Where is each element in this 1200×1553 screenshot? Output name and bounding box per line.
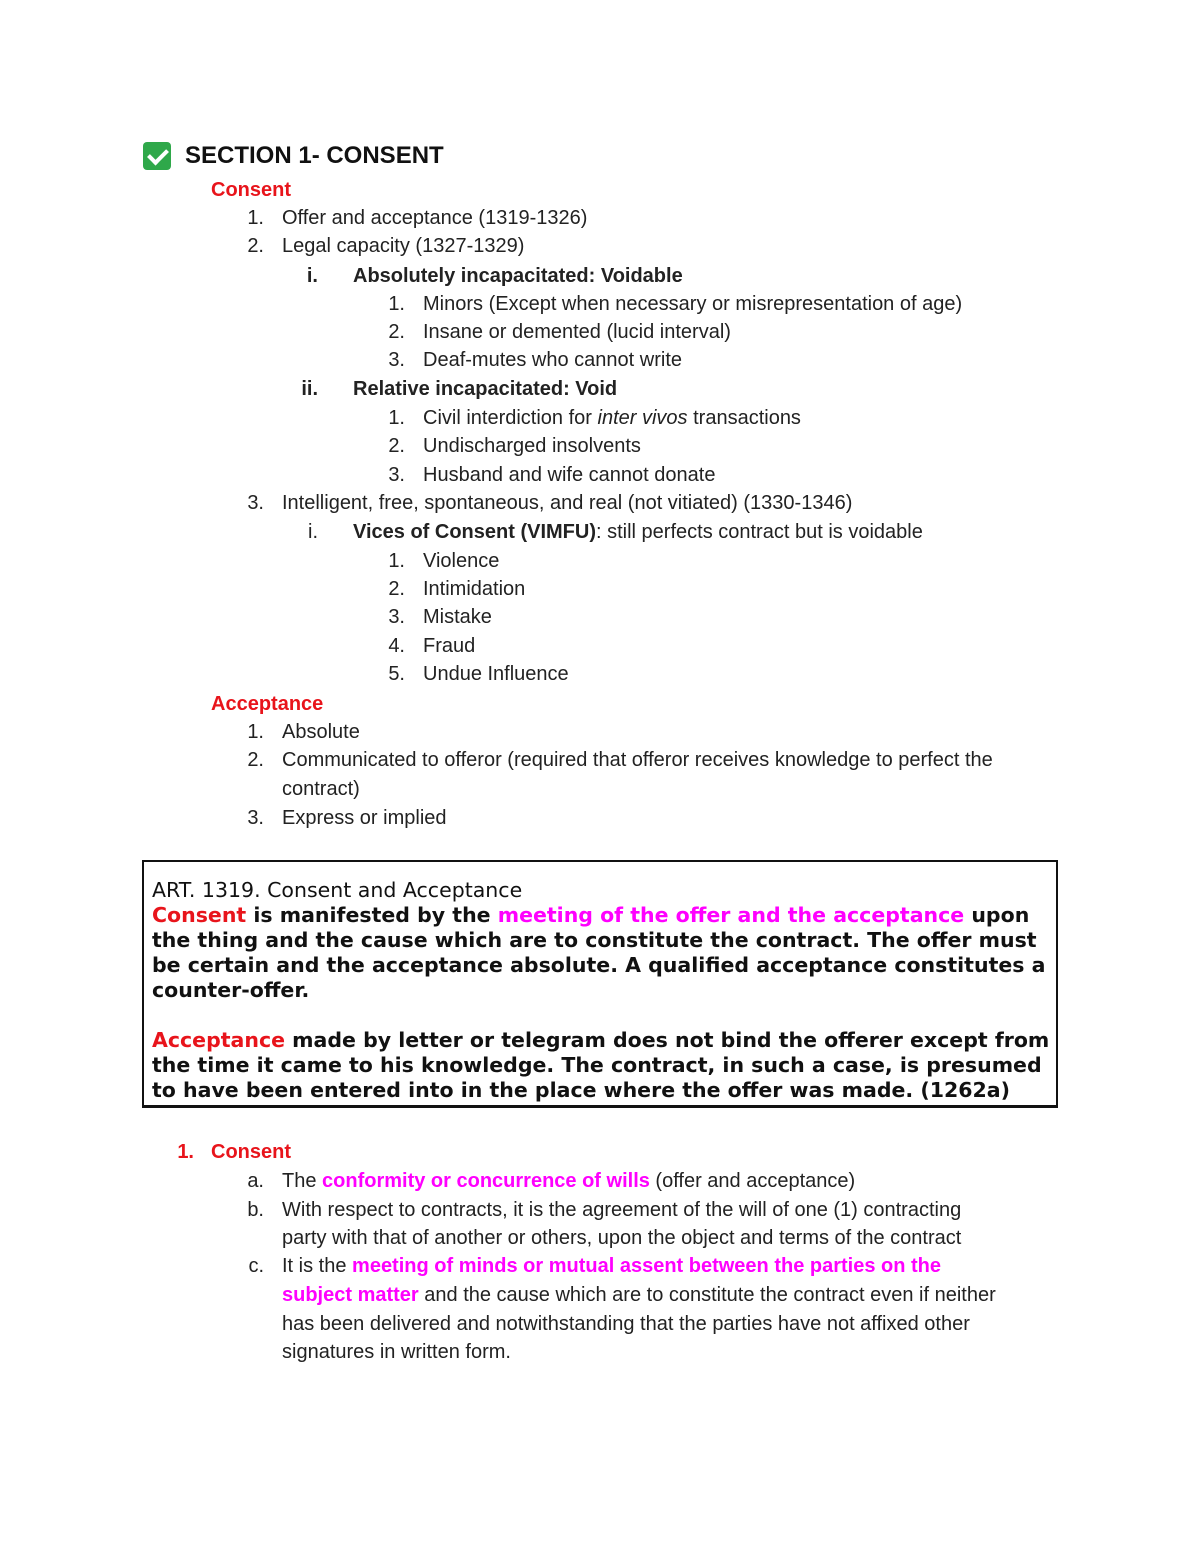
consent-heading: Consent [211, 179, 291, 201]
acceptance-heading: Acceptance [211, 693, 324, 715]
list-item-continuation: has been delivered and notwithstanding that the parties have not affixed other [282, 1313, 970, 1335]
list-item-continuation: signatures in written form. [282, 1341, 511, 1363]
list-item-continuation: subject matter and the cause which are to constitute the contract even if neither [282, 1284, 996, 1306]
article-paragraph-1: Consent is manifested by the meeting of the offer and the acceptance upon the thing and the cause which are to constitute the contract. The offer must be certain and the acceptance absolute. A qualified acceptance constitutes a counter-offer. [152, 903, 1046, 1002]
section-title [143, 142, 444, 170]
list-item-continuation: contract) [282, 778, 360, 800]
article-title: ART. 1319. Consent and Acceptance [152, 878, 523, 902]
section-title-text: SECTION 1- CONSENT [185, 142, 444, 169]
list-item-continuation: party with that of another or others, upon the object and terms of the contract [282, 1227, 962, 1249]
check-mark-icon [143, 142, 171, 170]
article-paragraph-2: Acceptance made by letter or telegram does not bind the offerer except from the time it came to his knowledge. The contract, in such a case, is presumed to have been entered into in the place where the offer was made. (1262a) [152, 1028, 1050, 1102]
article-box [142, 860, 1058, 1108]
